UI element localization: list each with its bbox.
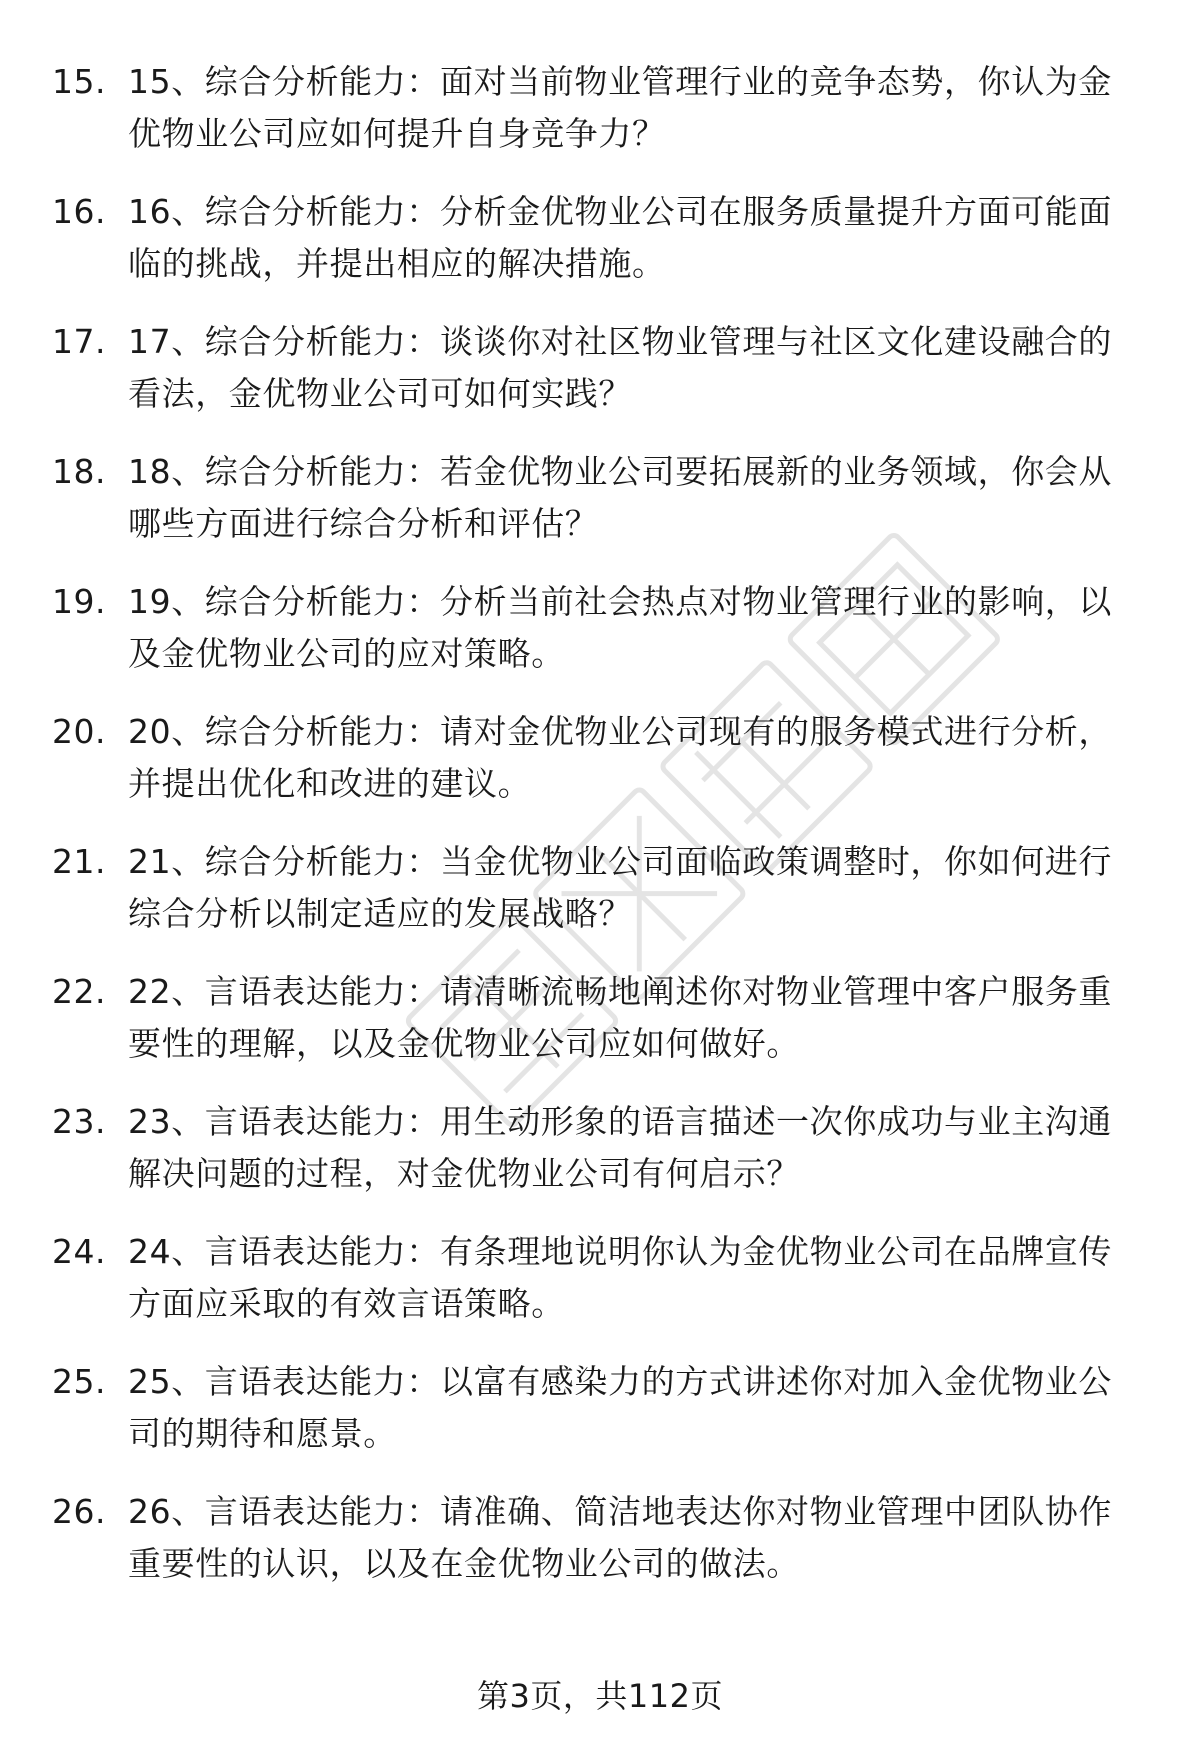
item-number: 16. (52, 192, 106, 231)
item-text: 16、综合分析能力：分析金优物业公司在服务质量提升方面可能面临的挑战，并提出相应的解决措施。 (128, 192, 1112, 283)
item-text: 25、言语表达能力：以富有感染力的方式讲述你对加入金优物业公司的期待和愿景。 (128, 1362, 1112, 1453)
item-text: 19、综合分析能力：分析当前社会热点对物业管理行业的影响，以及金优物业公司的应对策略。 (128, 582, 1112, 673)
list-item (52, 446, 1152, 576)
item-text: 24、言语表达能力：有条理地说明你认为金优物业公司在品牌宣传方面应采取的有效言语策略。 (128, 1232, 1112, 1323)
item-number: 25. (52, 1362, 106, 1401)
list-item (52, 56, 1152, 186)
item-text: 20、综合分析能力：请对金优物业公司现有的服务模式进行分析，并提出优化和改进的建议。 (128, 712, 1112, 803)
item-number: 17. (52, 322, 106, 361)
item-number: 24. (52, 1232, 106, 1271)
list-item (52, 576, 1152, 706)
item-number: 22. (52, 972, 106, 1011)
page-footer (0, 1676, 1200, 1716)
item-number: 20. (52, 712, 106, 751)
question-list (52, 56, 1152, 1616)
page-number-label: 第3页，共112页 (477, 1677, 723, 1715)
item-text: 15、综合分析能力：面对当前物业管理行业的竞争态势，你认为金优物业公司应如何提升自身竞争力？ (128, 62, 1112, 153)
list-item (52, 1486, 1152, 1616)
item-text: 21、综合分析能力：当金优物业公司面临政策调整时，你如何进行综合分析以制定适应的发展战略？ (128, 842, 1112, 933)
list-item (52, 836, 1152, 966)
list-item (52, 316, 1152, 446)
item-text: 17、综合分析能力：谈谈你对社区物业管理与社区文化建设融合的看法，金优物业公司可如何实践？ (128, 322, 1112, 413)
item-text: 18、综合分析能力：若金优物业公司要拓展新的业务领域，你会从哪些方面进行综合分析和评估？ (128, 452, 1112, 543)
item-number: 21. (52, 842, 106, 881)
list-item (52, 1226, 1152, 1356)
item-number: 19. (52, 582, 106, 621)
item-number: 26. (52, 1492, 106, 1531)
list-item (52, 1356, 1152, 1486)
item-text: 26、言语表达能力：请准确、简洁地表达你对物业管理中团队协作重要性的认识，以及在金优物业公司的做法。 (128, 1492, 1112, 1583)
item-text: 22、言语表达能力：请清晰流畅地阐述你对物业管理中客户服务重要性的理解，以及金优物业公司应如何做好。 (128, 972, 1112, 1063)
list-item (52, 966, 1152, 1096)
item-number: 23. (52, 1102, 106, 1141)
list-item (52, 186, 1152, 316)
item-number: 15. (52, 62, 106, 101)
list-item (52, 706, 1152, 836)
item-text: 23、言语表达能力：用生动形象的语言描述一次你成功与业主沟通解决问题的过程，对金优物业公司有何启示？ (128, 1102, 1112, 1193)
list-item (52, 1096, 1152, 1226)
item-number: 18. (52, 452, 106, 491)
